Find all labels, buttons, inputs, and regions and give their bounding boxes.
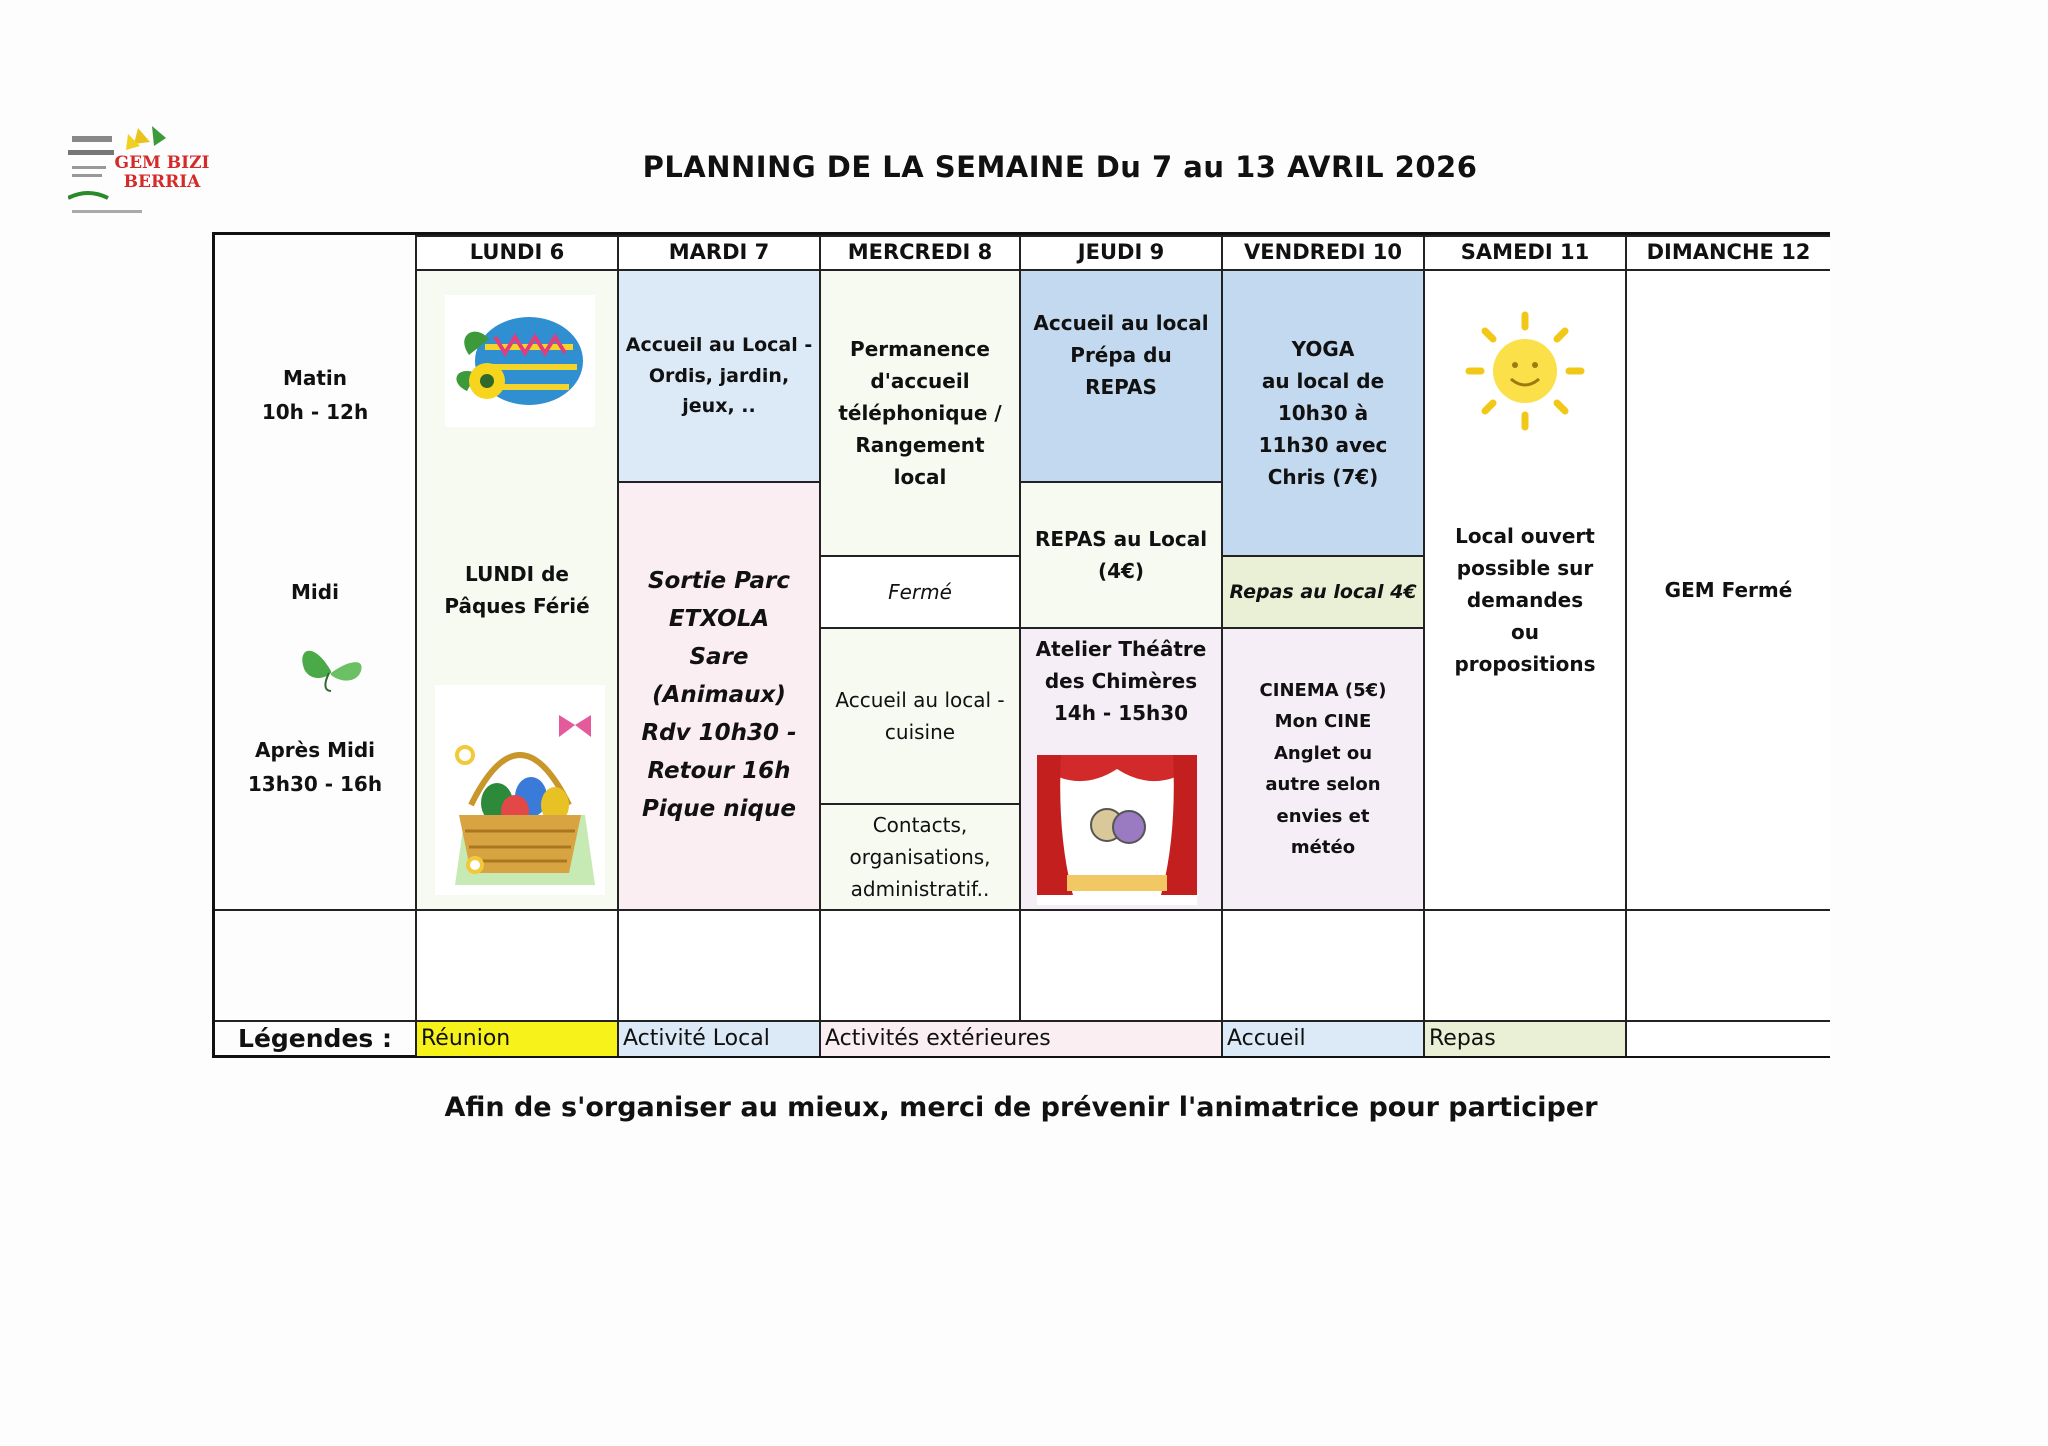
empty-cell xyxy=(819,909,1019,1020)
tuesday-morning-cell: Accueil au Local - Ordis, jardin, jeux, .. xyxy=(617,269,819,481)
theatre-icon xyxy=(1037,755,1197,905)
noon-label: Midi xyxy=(291,580,339,604)
tuesday-afternoon-cell: Sortie Parc ETXOLA Sare (Animaux) Rdv 10h30 - Retour 16h Pique nique xyxy=(617,481,819,909)
footer-note: Afin de s'organiser au mieux, merci de prévenir l'animatrice pour participer xyxy=(444,1092,1598,1123)
wednesday-morning-cell: Permanence d'accueil téléphonique / Rangement local xyxy=(819,269,1019,555)
logo-text: GEM BIZI BERRIA xyxy=(114,153,210,192)
day-header: VENDREDI 10 xyxy=(1221,235,1423,269)
saturday-cell: Local ouvert possible sur demandes ou propositions xyxy=(1423,269,1625,909)
legend-empty xyxy=(1625,1020,1830,1056)
logo xyxy=(68,124,208,216)
day-header: MERCREDI 8 xyxy=(819,235,1019,269)
legend-label: Légendes : xyxy=(215,1020,415,1056)
legend-repas: Repas xyxy=(1423,1020,1625,1056)
thursday-afternoon-cell: Atelier Théâtre des Chimères 14h - 15h30 xyxy=(1019,627,1221,909)
thursday-noon-cell: REPAS au Local (4€) xyxy=(1019,481,1221,627)
afternoon-label: Après Midi 13h30 - 16h xyxy=(247,738,383,796)
empty-cell xyxy=(1625,909,1830,1020)
legend-reunion: Réunion xyxy=(415,1020,617,1056)
sunday-cell: GEM Fermé xyxy=(1625,269,1830,909)
day-header: MARDI 7 xyxy=(617,235,819,269)
sun-icon xyxy=(1465,311,1585,431)
friday-noon-cell: Repas au local 4€ xyxy=(1221,555,1423,627)
schedule-table xyxy=(212,232,1830,1058)
thursday-morning-cell: Accueil au local Prépa du REPAS xyxy=(1019,269,1221,481)
legend-activites-exterieures: Activités extérieures xyxy=(819,1020,1221,1056)
easter-egg-icon xyxy=(445,295,595,427)
day-header: LUNDI 6 xyxy=(415,235,617,269)
empty-cell xyxy=(617,909,819,1020)
friday-afternoon-cell: CINEMA (5€) Mon CINE Anglet ou autre selon envies et météo xyxy=(1221,627,1423,909)
wednesday-afternoon-cell: Accueil au local - cuisine xyxy=(819,627,1019,803)
monday-cell: LUNDI de Pâques Férié xyxy=(415,269,617,909)
day-header: DIMANCHE 12 xyxy=(1625,235,1830,269)
legend-accueil: Accueil xyxy=(1221,1020,1423,1056)
page-title: PLANNING DE LA SEMAINE Du 7 au 13 AVRIL 2026 xyxy=(642,150,1478,184)
friday-morning-cell: YOGA au local de 10h30 à 11h30 avec Chris (7€) xyxy=(1221,269,1423,555)
day-header: SAMEDI 11 xyxy=(1423,235,1625,269)
butterfly-icon xyxy=(295,633,367,695)
easter-basket-icon xyxy=(435,685,605,895)
wednesday-admin-cell: Contacts, organisations, administratif.. xyxy=(819,803,1019,909)
day-header: JEUDI 9 xyxy=(1019,235,1221,269)
empty-cell xyxy=(415,909,617,1020)
empty-cell xyxy=(1423,909,1625,1020)
time-column-divider xyxy=(215,909,415,911)
wednesday-noon-cell: Fermé xyxy=(819,555,1019,627)
empty-cell xyxy=(1221,909,1423,1020)
empty-cell xyxy=(1019,909,1221,1020)
legend-activite-local: Activité Local xyxy=(617,1020,819,1056)
morning-label: Matin 10h - 12h xyxy=(261,366,369,424)
